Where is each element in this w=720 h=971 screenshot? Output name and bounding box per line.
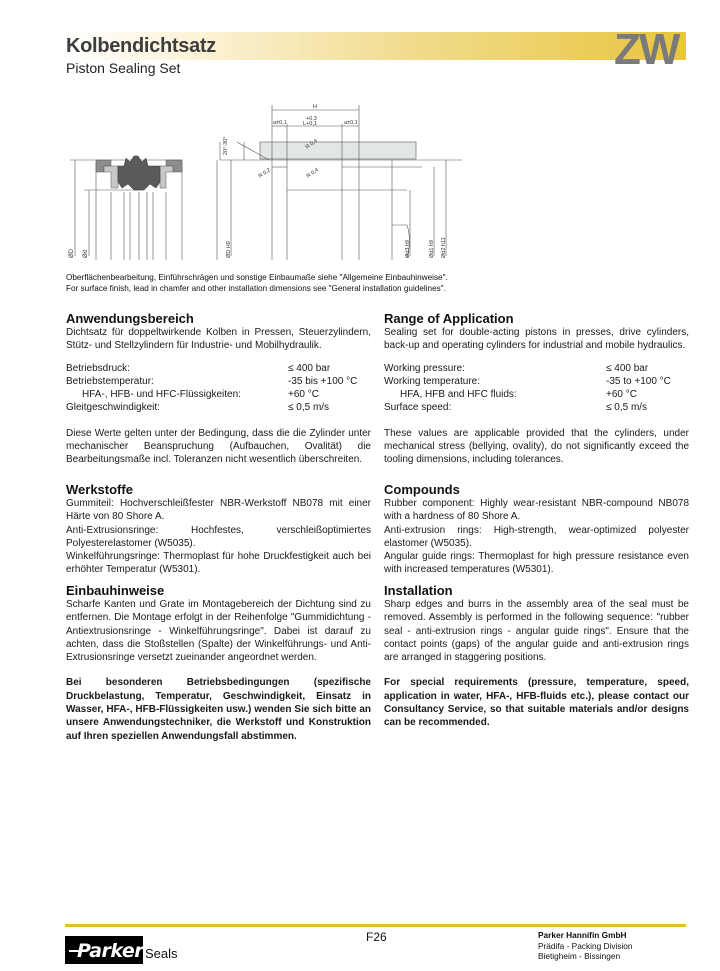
svg-text:20°-30°: 20°-30° (223, 136, 229, 155)
spec-row: Working pressure: ≤ 400 bar (384, 362, 649, 374)
material-item: Rubber component: Highly wear-resistant NBR-compound NB078 with a hardness of 80 Shore A. (384, 498, 689, 523)
special-requirements: For special requirements (pressure, temperature, speed, application in water, HFA-, HFB-fluids etc.), please contact our Consultancy Service, so that suitable materials and/or designs can be recommended. (384, 677, 689, 729)
company-division: Prädifa - Packing Division (538, 940, 633, 951)
section-heading: Compounds (384, 482, 460, 497)
page-title: Kolbendichtsatz (66, 35, 216, 57)
groove-drawing (217, 105, 462, 260)
application-text: Dichtsatz für doppeltwirkende Kolben in Pressen, Steuerzylindern, Stütz- und Stellzylindern für Industrie- und Mobilhydraulik. (66, 327, 371, 352)
spec-row: Betriebsdruck: ≤ 400 bar (66, 362, 331, 374)
svg-text:H: H (313, 104, 317, 110)
svg-text:L+0,1: L+0,1 (303, 121, 317, 127)
svg-text:ØD H9: ØD H9 (226, 241, 232, 258)
parker-logo: Parker (65, 936, 143, 964)
spec-table (384, 362, 689, 415)
svg-text:Ød3 h9: Ød3 h9 (405, 239, 411, 258)
svg-text:ØD: ØD (69, 249, 75, 258)
page-number: F26 (366, 930, 387, 944)
application-section-de (66, 311, 371, 467)
svg-text:R 0,4: R 0,4 (304, 138, 319, 151)
materials-section-en (384, 482, 689, 577)
company-info (538, 930, 633, 962)
company-location: Bietigheim - Bissingen (538, 951, 621, 961)
svg-text:R 0,2: R 0,2 (257, 167, 272, 180)
condition-text: These values are applicable provided that the cylinders, under mechanical stress (bellying, ovality), do not significantly exceed the tooling dimensions, including tolerances. (384, 427, 689, 466)
note-de: Oberflächenbearbeitung, Einführschrägen und sonstige Einbaumaße siehe "Allgemeine Einbauhinweise". (66, 273, 448, 282)
svg-text:Ød1 h9: Ød1 h9 (429, 239, 435, 258)
material-item: Anti-Extrusionsringe: Hochfestes, verschleißoptimiertes Polyesterelastomer (W5035). (66, 524, 371, 549)
special-requirements: Bei besonderen Betriebsbedingungen (spezifische Druckbelastung, Temperatur, Geschwindigkeit, Einsatz in Wasser, HFA-, HFB-Flüssigkeiten usw.) wenden Sie sich bitte an unsere Anwendungstechniker, die Werkstoff und Konstruktion auf Ihren speziellen Anwendungsfall abstimmen. (66, 677, 371, 742)
installation-text: Sharp edges and burrs in the assembly area of the seal must be removed. Assembly is performed in the following sequence: "rubber seal - anti-extrusion rings - angular guide rings". Ensure that the contact points (gaps) of the angular guide and anti-extrusion rings are arranged in staggering positions. (384, 599, 689, 664)
spec-row: Surface speed: ≤ 0,5 m/s (384, 402, 648, 414)
spec-row: HFA, HFB and HFC fluids: +60 °C (400, 389, 637, 401)
note-en: For surface finish, lead in chamfer and other installation dimensions see "General installation guidelines". (66, 284, 446, 293)
materials-section-de (66, 482, 371, 577)
material-item: Winkelführungsringe: Thermoplast für hohe Druckfestigkeit auch bei erhöhter Temperatur (W5301). (66, 551, 371, 576)
svg-text:R 0,4: R 0,4 (305, 167, 320, 180)
brand-suffix: Seals (145, 946, 178, 961)
material-item: Anti-extrusion rings: High-strength, wear-optimized polyester elastomer (W5035). (384, 524, 689, 549)
company-name: Parker Hannifin GmbH (538, 930, 627, 940)
installation-note (66, 272, 448, 294)
installation-section-en (384, 583, 689, 730)
spec-row: HFA-, HFB- und HFC-Flüssigkeiten: +60 °C (82, 389, 319, 401)
svg-text:Ød: Ød (83, 249, 89, 258)
page-subtitle: Piston Sealing Set (66, 60, 181, 76)
spec-table (66, 362, 371, 415)
product-code: ZW (614, 25, 679, 74)
svg-text:a±0,1: a±0,1 (344, 120, 358, 126)
technical-drawing (62, 100, 462, 266)
application-section-en (384, 311, 689, 467)
section-heading: Einbauhinweise (66, 583, 165, 598)
svg-text:a±0,1: a±0,1 (273, 120, 287, 126)
installation-section-de (66, 583, 371, 743)
section-heading: Werkstoffe (66, 482, 133, 497)
section-heading: Range of Application (384, 311, 514, 326)
application-text: Sealing set for double-acting pistons in presses, drive cylinders, back-up and operating cylinders for industrial and mobile hydraulics. (384, 327, 689, 352)
section-heading: Installation (384, 583, 453, 598)
material-item: Gummiteil: Hochverschleißfester NBR-Werkstoff NB078 mit einer Härte von 80 Shore A. (66, 498, 371, 523)
footer-divider (65, 924, 686, 927)
spec-row: Betriebstemperatur: -35 bis +100 °C (66, 375, 358, 387)
section-heading: Anwendungsbereich (66, 311, 194, 326)
condition-text: Diese Werte gelten unter der Bedingung, dass die die Zylinder unter mechanischer Beanspruchung (Aufbauchen, Ovalität) die Bearbeitungsmaße incl. Toleranzen nicht wesentlich überschreiten. (66, 427, 371, 466)
installation-text: Scharfe Kanten und Grate im Montagebereich der Dichtung sind zu entfernen. Die Montage erfolgt in der Reihenfolge "Gummidichtung - Antiextrusionsringe - Winkelführungsringe". Dabei ist darauf zu achten, dass die Stoßstellen (Spalte) der Winkelführungs- und Anti-Extrusionsringe versetzt zueinander angeordnet werden. (66, 599, 371, 664)
material-item: Angular guide rings: Thermoplast for high pressure resistance even with increased temperatures (W5301). (384, 551, 689, 576)
svg-text:Ød2 h11: Ød2 h11 (441, 237, 447, 258)
spec-row: Gleitgeschwindigkeit: ≤ 0,5 m/s (66, 402, 330, 414)
spec-row: Working temperature: -35 to +100 °C (384, 375, 671, 387)
svg-text:+0,3: +0,3 (306, 116, 317, 122)
